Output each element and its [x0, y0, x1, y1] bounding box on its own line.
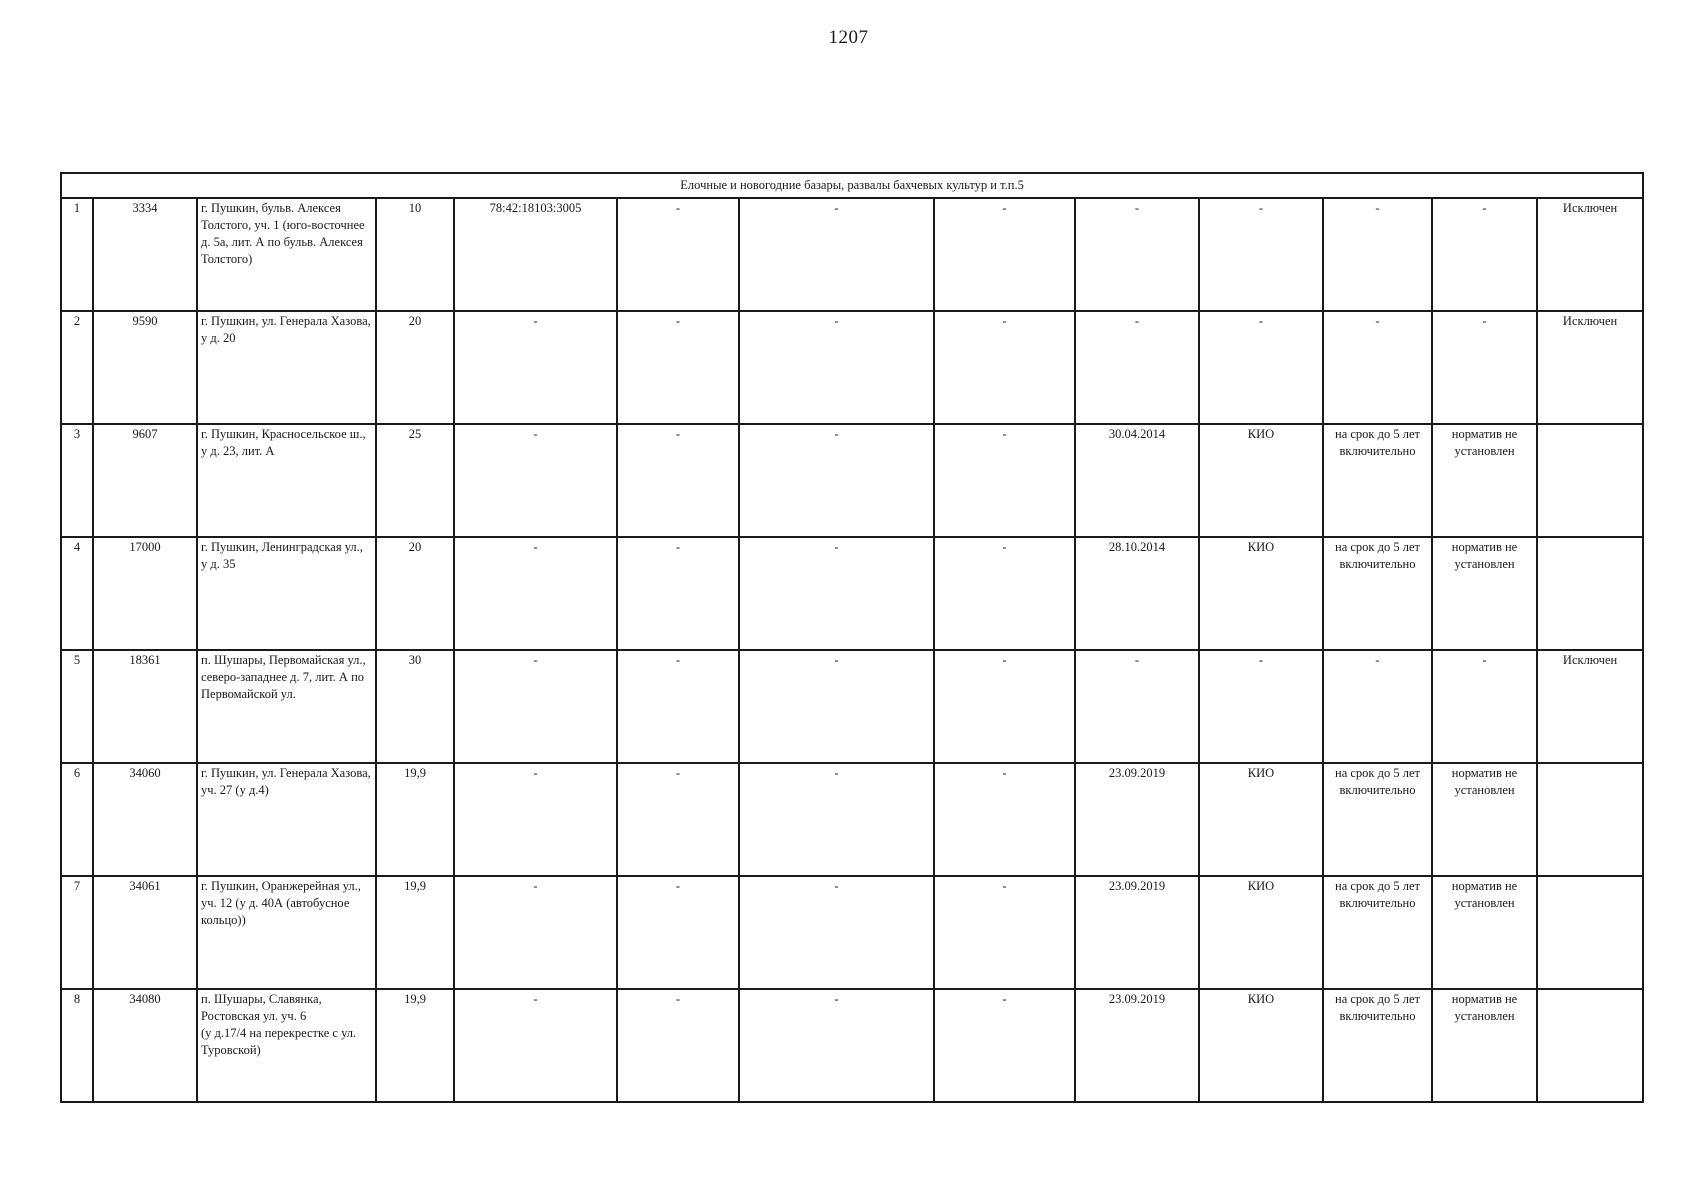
organization-cell: - — [1199, 198, 1323, 311]
organization-cell: КИО — [1199, 763, 1323, 876]
area-cell: 20 — [376, 537, 454, 650]
column-6-cell: - — [617, 424, 739, 537]
status-cell — [1537, 876, 1643, 989]
register-body — [61, 173, 1643, 1102]
column-8-cell: - — [934, 198, 1075, 311]
norm-cell: норматив не установлен — [1432, 537, 1537, 650]
row-number-cell: 2 — [61, 311, 93, 424]
column-8-cell: - — [934, 537, 1075, 650]
column-7-cell: - — [739, 311, 934, 424]
cadastral-number-cell: - — [454, 650, 617, 763]
address-cell: п. Шушары, Первомайская ул., северо-западнее д. 7, лит. А по Первомайской ул. — [197, 650, 376, 763]
area-cell: 20 — [376, 311, 454, 424]
column-8-cell: - — [934, 876, 1075, 989]
date-cell: 23.09.2019 — [1075, 989, 1199, 1102]
row-number-cell: 1 — [61, 198, 93, 311]
row-number-cell: 6 — [61, 763, 93, 876]
cadastral-number-cell: - — [454, 311, 617, 424]
address-cell: г. Пушкин, ул. Генерала Хазова, у д. 20 — [197, 311, 376, 424]
date-cell: - — [1075, 311, 1199, 424]
organization-cell: - — [1199, 311, 1323, 424]
area-cell: 19,9 — [376, 763, 454, 876]
row-number-cell: 8 — [61, 989, 93, 1102]
table-row — [61, 989, 1643, 1102]
date-cell: 30.04.2014 — [1075, 424, 1199, 537]
organization-cell: КИО — [1199, 537, 1323, 650]
area-cell: 10 — [376, 198, 454, 311]
column-6-cell: - — [617, 650, 739, 763]
object-id-cell: 34060 — [93, 763, 197, 876]
column-8-cell: - — [934, 650, 1075, 763]
date-cell: 23.09.2019 — [1075, 876, 1199, 989]
term-cell: на срок до 5 лет включительно — [1323, 424, 1432, 537]
cadastral-number-cell: - — [454, 537, 617, 650]
row-number-cell: 7 — [61, 876, 93, 989]
term-cell: на срок до 5 лет включительно — [1323, 537, 1432, 650]
section-title: Елочные и новогодние базары, развалы бахчевых культур и т.п.5 — [61, 173, 1643, 198]
column-6-cell: - — [617, 989, 739, 1102]
table-row — [61, 763, 1643, 876]
object-id-cell: 34061 — [93, 876, 197, 989]
term-cell: - — [1323, 198, 1432, 311]
area-cell: 19,9 — [376, 989, 454, 1102]
organization-cell: КИО — [1199, 424, 1323, 537]
column-8-cell: - — [934, 763, 1075, 876]
address-cell: п. Шушары, Славянка, Ростовская ул. уч. 6 (у д.17/4 на перекрестке с ул. Туровской) — [197, 989, 376, 1102]
column-6-cell: - — [617, 763, 739, 876]
organization-cell: КИО — [1199, 989, 1323, 1102]
date-cell: 23.09.2019 — [1075, 763, 1199, 876]
organization-cell: КИО — [1199, 876, 1323, 989]
area-cell: 19,9 — [376, 876, 454, 989]
status-cell: Исключен — [1537, 650, 1643, 763]
column-6-cell: - — [617, 537, 739, 650]
column-7-cell: - — [739, 650, 934, 763]
address-cell: г. Пушкин, Оранжерейная ул., уч. 12 (у д. 40А (автобусное кольцо)) — [197, 876, 376, 989]
column-7-cell: - — [739, 876, 934, 989]
object-id-cell: 3334 — [93, 198, 197, 311]
section-header-row — [61, 173, 1643, 198]
table-row — [61, 198, 1643, 311]
object-id-cell: 9590 — [93, 311, 197, 424]
status-cell — [1537, 537, 1643, 650]
object-id-cell: 17000 — [93, 537, 197, 650]
date-cell: - — [1075, 650, 1199, 763]
cadastral-number-cell: - — [454, 876, 617, 989]
status-cell — [1537, 424, 1643, 537]
cadastral-number-cell: - — [454, 763, 617, 876]
status-cell: Исключен — [1537, 311, 1643, 424]
object-id-cell: 34080 — [93, 989, 197, 1102]
norm-cell: - — [1432, 198, 1537, 311]
norm-cell: - — [1432, 650, 1537, 763]
table-row — [61, 424, 1643, 537]
norm-cell: норматив не установлен — [1432, 763, 1537, 876]
date-cell: 28.10.2014 — [1075, 537, 1199, 650]
column-7-cell: - — [739, 198, 934, 311]
table-row — [61, 311, 1643, 424]
status-cell — [1537, 763, 1643, 876]
column-6-cell: - — [617, 311, 739, 424]
cadastral-number-cell: - — [454, 989, 617, 1102]
table-row — [61, 650, 1643, 763]
column-7-cell: - — [739, 537, 934, 650]
register-table — [60, 172, 1644, 1103]
table-row — [61, 876, 1643, 989]
term-cell: на срок до 5 лет включительно — [1323, 989, 1432, 1102]
term-cell: на срок до 5 лет включительно — [1323, 876, 1432, 989]
area-cell: 30 — [376, 650, 454, 763]
cadastral-number-cell: - — [454, 424, 617, 537]
row-number-cell: 4 — [61, 537, 93, 650]
column-8-cell: - — [934, 424, 1075, 537]
cadastral-number-cell: 78:42:18103:3005 — [454, 198, 617, 311]
date-cell: - — [1075, 198, 1199, 311]
term-cell: - — [1323, 650, 1432, 763]
row-number-cell: 3 — [61, 424, 93, 537]
column-8-cell: - — [934, 989, 1075, 1102]
object-id-cell: 18361 — [93, 650, 197, 763]
object-id-cell: 9607 — [93, 424, 197, 537]
address-cell: г. Пушкин, Красносельское ш., у д. 23, лит. А — [197, 424, 376, 537]
norm-cell: - — [1432, 311, 1537, 424]
term-cell: - — [1323, 311, 1432, 424]
status-cell: Исключен — [1537, 198, 1643, 311]
column-6-cell: - — [617, 198, 739, 311]
page-number: 1207 — [828, 27, 869, 48]
norm-cell: норматив не установлен — [1432, 424, 1537, 537]
column-6-cell: - — [617, 876, 739, 989]
address-cell: г. Пушкин, Ленинградская ул., у д. 35 — [197, 537, 376, 650]
row-number-cell: 5 — [61, 650, 93, 763]
column-8-cell: - — [934, 311, 1075, 424]
address-cell: г. Пушкин, бульв. Алексея Толстого, уч. 1 (юго-восточнее д. 5а, лит. А по бульв. Алексея Толстого) — [197, 198, 376, 311]
area-cell: 25 — [376, 424, 454, 537]
status-cell — [1537, 989, 1643, 1102]
column-7-cell: - — [739, 763, 934, 876]
organization-cell: - — [1199, 650, 1323, 763]
column-7-cell: - — [739, 424, 934, 537]
column-7-cell: - — [739, 989, 934, 1102]
table-row — [61, 537, 1643, 650]
address-cell: г. Пушкин, ул. Генерала Хазова, уч. 27 (у д.4) — [197, 763, 376, 876]
norm-cell: норматив не установлен — [1432, 876, 1537, 989]
norm-cell: норматив не установлен — [1432, 989, 1537, 1102]
term-cell: на срок до 5 лет включительно — [1323, 763, 1432, 876]
